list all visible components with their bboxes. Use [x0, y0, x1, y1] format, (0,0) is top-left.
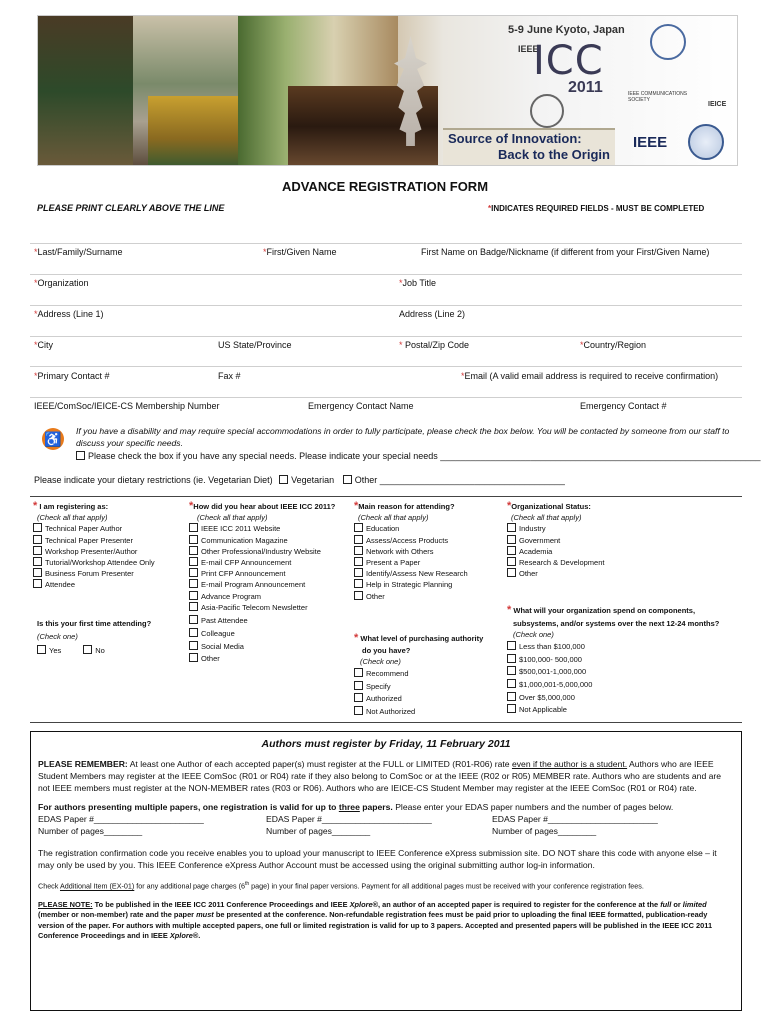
ieee-logo: IEEE: [633, 134, 668, 151]
authors-heading: Authors must register by Friday, 11 February 2011: [261, 738, 511, 750]
field-last[interactable]: *Last/Family/Surname: [34, 247, 123, 257]
col4-sub: (Check all that apply): [511, 513, 582, 523]
first-time-title: Is this your first time attending?: [37, 619, 152, 628]
conference-banner: [37, 15, 738, 166]
tagline-line2: Back to the Origin: [498, 147, 610, 162]
field-city-label: City: [37, 340, 54, 350]
spend-title2: subsystems, and/or systems over the next 12-24 months?: [513, 618, 720, 628]
banner-ieee-small: IEEE: [518, 44, 539, 54]
required-note-text: INDICATES REQUIRED FIELDS - MUST BE COMPLETED: [491, 204, 705, 213]
purchasing-sub: (Check one): [360, 656, 401, 666]
field-emergency-number[interactable]: Emergency Contact #: [580, 401, 667, 411]
edas-group-1[interactable]: EDAS Paper #_______________________ Number of pages________: [38, 814, 204, 836]
list-item[interactable]: Network with Others: [354, 546, 468, 557]
col-spend: * What will your organization spend on components, subsystems, and/or systems over the next 12-24 months? (Check one) Less than $100,000 $100,000- 500,000 $500,001-1,000,000 $1,000,001-5,000,000 Over $5,000,000 Not Applicable: [507, 604, 719, 717]
field-first[interactable]: *First/Given Name: [263, 247, 337, 257]
special-needs-label: Please check the box if you have any special needs. Please indicate your special needs ________________________________________________________________: [88, 451, 761, 461]
tagline-line1: Source of Innovation:: [448, 131, 582, 146]
additional-pages-paragraph: Check Additional Item (EX-01) for any additional page charges (6th page) in your final paper versions. Payment for all additional pages must be received with your conference registration fees.: [38, 881, 644, 891]
photo-golden-pavilion: [148, 96, 248, 166]
field-last-label: Last/Family/Surname: [37, 247, 123, 257]
list-item[interactable]: Other: [354, 591, 468, 602]
line-row4: [30, 336, 742, 337]
list-item[interactable]: Academia: [507, 546, 604, 557]
dietary-other-checkbox[interactable]: [343, 475, 352, 484]
col-how-heard: *How did you hear about IEEE ICC 2011? (Check all that apply) IEEE ICC 2011 Website Communication Magazine Other Professional/Industry Website E-mail CFP Announcement Print CFP Announcement E-mail Program Announcement Advance Program Asia-Pacific Telecom Newsletter Past Attendee Colleague Social Media Other: [189, 500, 336, 663]
list-item[interactable]: Over $5,000,000: [507, 692, 719, 705]
line-survey-bottom: [30, 722, 742, 723]
first-time-sub: (Check one): [37, 632, 78, 642]
col1-sub: (Check all that apply): [37, 513, 108, 523]
line-row3: [30, 305, 742, 306]
vegetarian-label: Vegetarian: [291, 475, 335, 485]
list-item[interactable]: $1,000,001-5,000,000: [507, 679, 719, 692]
banner-year: 2011: [568, 79, 603, 96]
list-item[interactable]: Communication Magazine: [189, 535, 335, 546]
confirmation-code-paragraph: The registration confirmation code you receive enables you to upload your manuscript to IEEE Conference eXpress submission site. DO NOT share this code with anyone else – it may only be used by you. This IEEE Conference eXpress Author Account must be accessed using the original submitting author log-in information.: [38, 847, 717, 870]
list-item[interactable]: Not Applicable: [507, 704, 719, 717]
photo-forest: [38, 16, 133, 166]
spend-title1: What will your organization spend on components,: [513, 606, 696, 615]
list-item[interactable]: Assess/Access Products: [354, 535, 468, 546]
list-item[interactable]: Education: [354, 523, 468, 534]
list-item[interactable]: Less than $100,000: [507, 641, 719, 654]
list-item[interactable]: Industry: [507, 523, 604, 534]
banner-icc: ICC: [533, 38, 604, 84]
col4-title: Organizational Status:: [511, 502, 591, 511]
list-item[interactable]: E-mail Program Announcement: [189, 579, 335, 590]
edas-group-2[interactable]: EDAS Paper #_______________________ Number of pages________: [266, 814, 432, 836]
banner-kanji-circle: [530, 94, 564, 128]
list-item[interactable]: $500,001-1,000,000: [507, 666, 719, 679]
list-item[interactable]: Social Media: [189, 641, 335, 652]
spend-sub: (Check one): [513, 629, 554, 639]
list-item[interactable]: Workshop Presenter/Author: [33, 546, 155, 557]
required-note: *INDICATES REQUIRED FIELDS - MUST BE COMPLETED: [488, 204, 705, 213]
list-item[interactable]: Other: [507, 568, 604, 579]
col2-title: How did you hear about IEEE ICC 2011?: [193, 502, 336, 511]
field-state[interactable]: US State/Province: [218, 340, 292, 350]
print-note: PLEASE PRINT CLEARLY ABOVE THE LINE: [37, 203, 225, 213]
list-item[interactable]: Government: [507, 535, 604, 546]
purchasing-title1: What level of purchasing authority: [360, 634, 484, 643]
wheelchair-icon: ♿: [42, 428, 64, 450]
authors-box: [30, 731, 742, 1011]
list-item[interactable]: Print CFP Announcement: [189, 568, 335, 579]
field-phone[interactable]: *Primary Contact #: [34, 371, 110, 381]
col-purchasing: * What level of purchasing authority do you have? (Check one) Recommend Specify Authorized Not Authorized: [354, 632, 483, 719]
list-item[interactable]: Help in Strategic Planning: [354, 579, 468, 590]
remember-paragraph: PLEASE REMEMBER: At least one Author of each accepted paper(s) must register at the FULL or LIMITED (R01-R06) rate even if the author is a student. Authors who are IEEE Student Members may register at the IEEE ComSoc (R01 or R04) rate if they also belong to ComSoc or at the IEEE (R02 or R05) MEMBER rate. Authors who are students and are not IEEE members must register at the NON-MEMBER rates (R03 or R06). Authors who are IEICE-CS Student Member may register at the IEEE ComSoc (R01 or R04) rate.: [38, 759, 722, 793]
please-note-paragraph: PLEASE NOTE: To be published in the IEEE ICC 2011 Conference Proceedings and IEEE Xplore®, an author of an accepted paper is required to register for the conference at the full or limited (member or non-member) rate and the paper must be presented at the conference. Non-refundable registration fees must be paid prior to uploading the final IEEE formatted, publication-ready version of the paper. For authors with multiple accepted papers, one full or limited registration is valid for up to 3 papers. Accepted and presented papers will be published in the IEEE ICC 2011 Conference Proceedings and in IEEE Xplore®.: [38, 899, 713, 941]
dietary-label: [34, 475, 565, 485]
ieice-seal: [688, 124, 724, 160]
field-fax[interactable]: Fax #: [218, 371, 241, 381]
field-member[interactable]: IEEE/ComSoc/IEICE-CS Membership Number: [34, 401, 220, 411]
col-main-reason: *Main reason for attending? (Check all that apply) Education Assess/Access Products Network with Others Present a Paper Identify/Assess New Research Help in Strategic Planning Other: [354, 500, 468, 601]
list-item[interactable]: IEEE ICC 2011 Website: [189, 523, 335, 534]
first-time-group: [37, 618, 151, 657]
col2-sub: (Check all that apply): [197, 513, 268, 523]
field-badge[interactable]: First Name on Badge/Nickname (if different from your First/Given Name): [421, 247, 710, 257]
field-job[interactable]: *Job Title: [399, 278, 437, 288]
special-needs-checkbox[interactable]: [76, 451, 85, 460]
list-item[interactable]: Asia-Pacific Telecom Newsletter: [189, 602, 335, 613]
field-org[interactable]: *Organization: [34, 278, 89, 288]
list-item[interactable]: Identify/Assess New Research: [354, 568, 468, 579]
edas-group-3[interactable]: EDAS Paper #_______________________ Number of pages________: [492, 814, 658, 836]
list-item[interactable]: Tutorial/Workshop Attendee Only: [33, 557, 155, 568]
field-email-label: Email (A valid email address is required to receive confirmation): [464, 371, 719, 381]
line-row6: [30, 397, 742, 398]
list-item[interactable]: Business Forum Presenter: [33, 568, 155, 579]
purchasing-title2: do you have?: [362, 645, 411, 655]
col3-sub: (Check all that apply): [358, 513, 429, 523]
ieice-text: IEICE: [708, 101, 727, 108]
list-item[interactable]: Advance Program: [189, 591, 335, 602]
field-job-label: Job Title: [402, 278, 437, 288]
first-time-no[interactable]: No: [83, 646, 105, 655]
col-org-status: *Organizational Status: (Check all that apply) Industry Government Academia Research & Development Other: [507, 500, 605, 579]
dietary-text: Please indicate your dietary restrictions (ie. Vegetarian Diet): [34, 475, 273, 485]
dietary-other-label: Other _____________________________________: [354, 475, 565, 485]
list-item[interactable]: E-mail CFP Announcement: [189, 557, 335, 568]
col3-title: Main reason for attending?: [358, 502, 455, 511]
list-item[interactable]: Past Attendee: [189, 615, 335, 626]
field-org-label: Organization: [37, 278, 89, 288]
multiple-papers-paragraph: For authors presenting multiple papers, one registration is valid for up to three papers. Please enter your EDAS paper numbers and the number of pages below.: [38, 802, 674, 813]
special-needs-row[interactable]: [76, 451, 761, 461]
field-addr1[interactable]: *Address (Line 1): [34, 309, 104, 319]
field-postal-label: Postal/Zip Code: [405, 340, 470, 350]
list-item[interactable]: Technical Paper Presenter: [33, 535, 155, 546]
field-first-label: First/Given Name: [266, 247, 337, 257]
list-item[interactable]: Technical Paper Author: [33, 523, 155, 534]
field-city[interactable]: *City: [34, 340, 54, 350]
line-row5: [30, 366, 742, 367]
field-addr1-label: Address (Line 1): [37, 309, 104, 319]
list-item[interactable]: Other: [189, 653, 335, 664]
list-item[interactable]: Not Authorized: [354, 706, 483, 719]
vegetarian-checkbox[interactable]: [279, 475, 288, 484]
field-phone-label: Primary Contact #: [37, 371, 110, 381]
field-country[interactable]: *Country/Region: [580, 340, 647, 350]
field-addr2[interactable]: Address (Line 2): [399, 309, 466, 319]
list-item[interactable]: Specify: [354, 681, 483, 694]
banner-dates: 5-9 June Kyoto, Japan: [508, 24, 625, 36]
list-item[interactable]: Research & Development: [507, 557, 604, 568]
line-row1: [30, 243, 742, 244]
line-row2: [30, 274, 742, 275]
list-item[interactable]: Colleague: [189, 628, 335, 639]
comsoc-text: IEEE COMMUNICATIONS SOCIETY: [628, 91, 688, 103]
accessibility-text: If you have a disability and may require special accommodations in order to fully participate, please check the box below. You will be contacted by someone from our staff to discuss your specific needs.: [76, 426, 730, 448]
form-title: ADVANCE REGISTRATION FORM: [281, 179, 489, 194]
col-registering-as: * I am registering as: (Check all that apply) Technical Paper Author Technical Paper Presenter Workshop Presenter/Author Tutorial/Workshop Attendee Only Business Forum Presenter Attendee: [33, 500, 155, 590]
first-time-yes[interactable]: Yes: [37, 646, 61, 655]
line-survey-top: [30, 496, 742, 497]
list-item[interactable]: Other Professional/Industry Website: [189, 546, 335, 557]
col1-title: I am registering as:: [39, 502, 109, 511]
field-email[interactable]: *Email (A valid email address is required to receive confirmation): [461, 371, 719, 381]
list-item[interactable]: Attendee: [33, 579, 155, 590]
list-item[interactable]: $100,000- 500,000: [507, 654, 719, 667]
field-country-label: Country/Region: [583, 340, 647, 350]
list-item[interactable]: Present a Paper: [354, 557, 468, 568]
comsoc-logo: [650, 24, 686, 60]
field-emergency-name[interactable]: Emergency Contact Name: [308, 401, 414, 411]
list-item[interactable]: Authorized: [354, 693, 483, 706]
list-item[interactable]: Recommend: [354, 668, 483, 681]
field-postal[interactable]: * Postal/Zip Code: [399, 340, 470, 350]
